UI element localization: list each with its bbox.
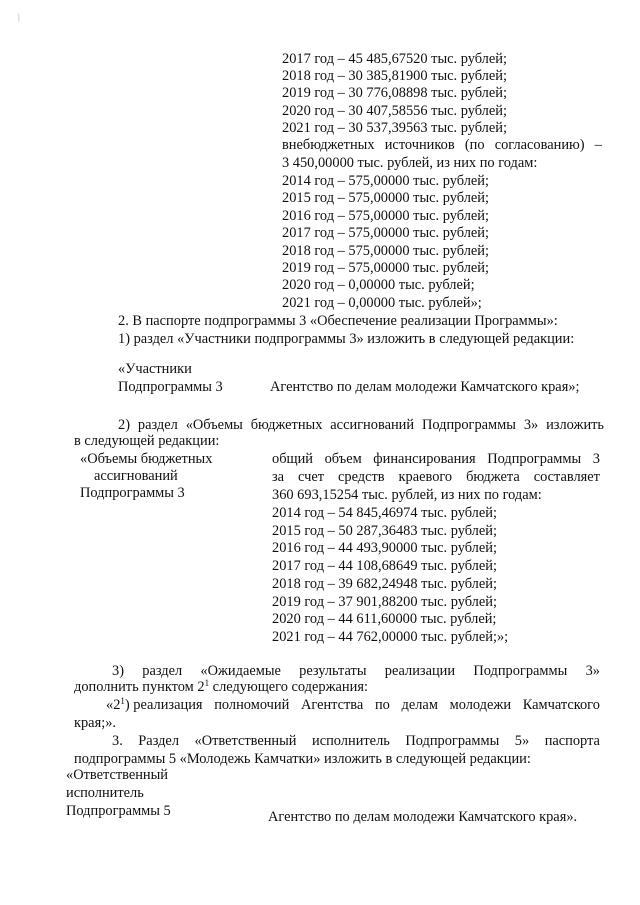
sub3-line2-post: следующего содержания: [209,679,368,695]
volumes-line-1 [272,450,600,468]
upper-list-item-2: 2019 год – 30 776,08898 тыс. рублей; [282,85,507,102]
sub2-line1-word-7: изложить [546,417,604,433]
volumes-year-item-2: 2016 год – 44 493,90000 тыс. рублей; [272,540,497,557]
item2-sub2-line-2: в следующей редакции: [74,433,220,449]
participants-label-2: Подпрограммы 3 [118,379,223,395]
extrabudget-line1-word-4: – [594,137,602,153]
sub3-quote-first-word [106,696,203,714]
participants-label-1: «Участники [118,361,192,377]
extrabudget-line-1 [282,136,602,154]
item3-line1-word-3: исполнитель [312,733,390,749]
sub3-line1-word-2: «Ожидаемые [200,663,281,679]
item2-heading: 2. В паспорте подпрограммы 3 «Обеспечение реализации Программы»: [118,313,558,329]
sub3-quote-open: «2 [106,697,121,713]
participants-value: Агентство по делам молодежи Камчатского края»; [270,379,580,395]
sub3-quote-word-0: ) реализация [124,697,203,713]
item2-sub3-quote-line-2: края;». [74,715,116,731]
extrabudget-year-item-0: 2014 год – 575,00000 тыс. рублей; [282,173,489,189]
volumes-year-item-7: 2021 год – 44 762,00000 тыс. рублей;»; [272,628,509,645]
item3-line-2: подпрограммы 5 «Молодежь Камчатки» изложить в следующей редакции: [74,751,531,767]
volumes-line2-word-3: краевого [398,469,453,485]
sub2-line1-word-6: 3» [523,417,539,433]
extrabudget-year-item-5: 2019 год – 575,00000 тыс. рублей; [282,260,489,276]
sub3-line2-text: дополнить пунктом 2 [74,679,205,695]
volumes-year-item-5: 2019 год – 37 901,88200 тыс. рублей; [272,593,497,610]
extrabudget-year-item-7: 2021 год – 0,00000 тыс. рублей»; [282,294,482,311]
extrabudget-year-item-2: 2016 год – 575,00000 тыс. рублей; [282,207,489,224]
volumes-year-item-6: 2020 год – 44 611,60000 тыс. рублей; [272,611,497,628]
upper-list-item-0: 2017 год – 45 485,67520 тыс. рублей; [282,51,507,67]
responsible-value: Агентство по делам молодежи Камчатского края». [268,809,578,825]
extrabudget-year-item-6: 2020 год – 0,00000 тыс. рублей; [282,277,475,294]
volumes-year-item-0: 2014 год – 54 845,46974 тыс. рублей; [272,505,497,521]
item2-sub1: 1) раздел «Участники подпрограммы 3» изложить в следующей редакции: [118,331,575,347]
upper-list-item-4: 2021 год – 30 537,39563 тыс. рублей; [282,119,507,136]
sub3-quote-word-1: полномочий [214,697,290,713]
sub3-quote-word-3: по [374,697,390,713]
sub2-line1-word-2: «Объемы [185,417,243,433]
volumes-line2-word-4: бюджета [466,469,520,485]
sub3-line1-word-0: 3) [112,663,124,679]
extrabudget-year-item-4: 2018 год – 575,00000 тыс. рублей; [282,242,489,259]
volumes-line-2 [272,468,600,486]
extrabudget-line1-word-2: (по [464,137,485,153]
extrabudget-year-item-1: 2015 год – 575,00000 тыс. рублей; [282,190,489,207]
volumes-year-item-4: 2018 год – 39 682,24948 тыс. рублей; [272,575,497,592]
item3-line1-word-0: 3. [112,733,123,749]
extrabudget-line1-word-0: внебюджетных [282,137,375,153]
volumes-label-3: Подпрограммы 3 [80,485,185,501]
responsible-label-1: «Ответственный [66,767,168,783]
sub3-quote-word-6: Камчатского [522,697,600,713]
responsible-label-2: исполнитель [66,785,144,801]
sub3-quote-sup: 1 [120,696,125,706]
volumes-line1-word-0: общий [272,451,314,467]
sub2-line1-word-4: ассигнований [330,417,415,433]
extrabudget-line1-word-3: согласованию) [494,137,585,153]
sub2-line1-word-1: раздел [137,417,178,433]
sub2-line1-word-5: Подпрограммы [421,417,516,433]
item3-line1-word-4: Подпрограммы [405,733,500,749]
item2-sub3-line-2 [74,678,368,696]
volumes-line1-word-3: Подпрограммы [487,451,582,467]
sub3-line1-word-4: реализации [384,663,456,679]
sub2-line1-word-3: бюджетных [250,417,323,433]
sub3-quote-word-5: молодежи [449,697,512,713]
item3-line1-word-5: 5» [514,733,530,749]
sub2-line1-word-0: 2) [118,417,130,433]
volumes-line1-word-4: 3 [592,451,600,467]
volumes-label-2: ассигнований [94,468,178,484]
extrabudget-year-item-3: 2017 год – 575,00000 тыс. рублей; [282,225,489,242]
sub3-line2-sup: 1 [204,678,210,688]
item3-line1-word-2: «Ответственный [194,733,297,749]
sub3-line1-word-6: 3» [585,663,600,679]
volumes-year-item-3: 2017 год – 44 108,68649 тыс. рублей; [272,558,497,575]
volumes-line2-word-1: счет [298,469,325,485]
responsible-label-3: Подпрограммы 5 [66,803,171,819]
volumes-line1-word-2: финансирования [373,451,476,467]
extrabudget-line-2: 3 450,00000 тыс. рублей, из них по годам: [282,155,538,171]
volumes-line2-word-5: составляет [533,469,600,485]
sub3-line1-word-5: Подпрограммы [473,663,568,679]
scan-corner-mark: | [18,12,20,22]
volumes-line2-word-0: за [272,469,285,485]
item2-sub3-quote-line-1 [106,696,600,714]
sub3-line1-word-3: результаты [299,663,367,679]
volumes-line2-word-2: средств [338,469,385,485]
extrabudget-line1-word-1: источников [384,137,455,153]
upper-list-item-3: 2020 год – 30 407,58556 тыс. рублей; [282,102,507,119]
volumes-line1-word-1: объем [324,451,362,467]
item3-line-1 [112,732,600,750]
volumes-label-1: «Объемы бюджетных [80,451,213,467]
volumes-line-3: 360 693,15254 тыс. рублей, из них по годам: [272,487,542,503]
upper-list-item-1: 2018 год – 30 385,81900 тыс. рублей; [282,68,507,85]
item3-line1-word-6: паспорта [544,733,600,749]
sub3-line1-word-1: раздел [142,663,183,679]
volumes-year-item-1: 2015 год – 50 287,36483 тыс. рублей; [272,522,497,539]
sub3-quote-word-4: делам [401,697,438,713]
item3-line1-word-1: Раздел [138,733,180,749]
sub3-quote-word-2: Агентства [300,697,364,713]
